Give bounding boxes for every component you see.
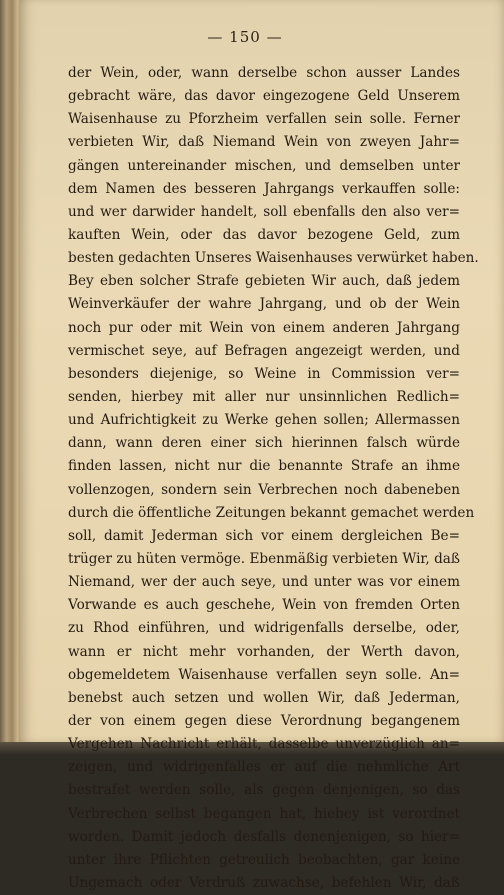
text-line: noch pur oder mit Wein von einem anderen Jahrgang bbox=[68, 319, 460, 336]
text-line: vollenzogen, sondern sein Verbrechen noch dabeneben bbox=[68, 481, 460, 498]
text-line: durch die öffentliche Zeitungen bekannt gemachet werden bbox=[68, 504, 475, 521]
text-line: wann er nicht mehr vorhanden, der Werth davon, bbox=[68, 643, 460, 660]
text-line: Niemand, wer der auch seye, und unter was vor einem bbox=[68, 574, 460, 591]
text-line: und Aufrichtigkeit zu Werke gehen sollen; Allermassen bbox=[68, 412, 460, 429]
text-line: vermischet seye, auf Befragen angezeigt werden, und bbox=[68, 342, 460, 359]
text-line: besonders diejenige, so Weine in Commission ver= bbox=[68, 365, 460, 382]
text-line: dem Namen des besseren Jahrgangs verkauffen solle: bbox=[68, 180, 460, 197]
text-line: finden lassen, nicht nur die benannte Strafe an ihme bbox=[68, 458, 460, 475]
text-line: Vorwande es auch geschehe, Wein von fremden Orten bbox=[68, 597, 460, 614]
text-line: und wer darwider handelt, soll ebenfalls den also ver= bbox=[68, 203, 460, 220]
text-line: Ungemach oder Verdruß zuwachse, befehlen Wir, daß bbox=[68, 874, 460, 891]
text-line: kauften Wein, oder das davor bezogene Geld, zum bbox=[68, 226, 460, 243]
text-line: bestrafet werden solle, als gegen denjenigen, so das bbox=[68, 782, 460, 799]
text-line: benebst auch setzen und wollen Wir, daß Jederman, bbox=[68, 689, 460, 706]
text-line: der von einem gegen diese Verordnung begangenem bbox=[68, 712, 460, 729]
text-line: besten gedachten Unseres Waisenhauses verwürket haben. bbox=[68, 250, 479, 267]
book-page-stack bbox=[0, 0, 22, 756]
text-line: Waisenhause zu Pforzheim verfallen sein solle. Ferner bbox=[68, 111, 460, 128]
text-line: worden. Damit jedoch desfalls denenjenigen, so hier= bbox=[68, 828, 460, 845]
text-line: Verbrechen selbst begangen hat, hiebey ist verordnet bbox=[68, 805, 460, 822]
text-line: Weinverkäufer der wahre Jahrgang, und ob der Wein bbox=[68, 296, 460, 313]
page-number: — 150 — bbox=[207, 28, 283, 46]
text-line: zeigen, und widrigenfalles er auf die nehmliche Art bbox=[68, 759, 460, 776]
text-line: dann, wann deren einer sich hierinnen falsch würde bbox=[68, 435, 460, 452]
text-line: obgemeldetem Waisenhause verfallen seyn solle. An= bbox=[68, 666, 460, 683]
text-line: gebracht wäre, das davor eingezogene Geld Unserem bbox=[68, 88, 460, 105]
body-text bbox=[68, 62, 479, 895]
text-line: der Wein, oder, wann derselbe schon ausser Landes bbox=[68, 65, 460, 81]
text-line: Bey eben solcher Strafe gebieten Wir auch, daß jedem bbox=[68, 273, 460, 290]
text-line: unter ihre Pflichten getreulich beobachten, gar keine bbox=[68, 851, 460, 868]
text-line: verbieten Wir, daß Niemand Wein von zweyen Jahr= bbox=[68, 134, 460, 151]
text-line: Vergehen Nachricht erhält, dasselbe unverzüglich an= bbox=[68, 736, 460, 753]
text-line: zu Rhod einführen, und widrigenfalls derselbe, oder, bbox=[68, 620, 460, 637]
text-line: trüger zu hüten vermöge. Ebenmäßig verbieten Wir, daß bbox=[68, 550, 460, 567]
text-line: gängen untereinander mischen, und demselben unter bbox=[68, 157, 460, 174]
text-line: soll, damit Jederman sich vor einem dergleichen Be= bbox=[68, 527, 460, 544]
text-line: senden, hierbey mit aller nur unsinnlichen Redlich= bbox=[68, 388, 460, 405]
